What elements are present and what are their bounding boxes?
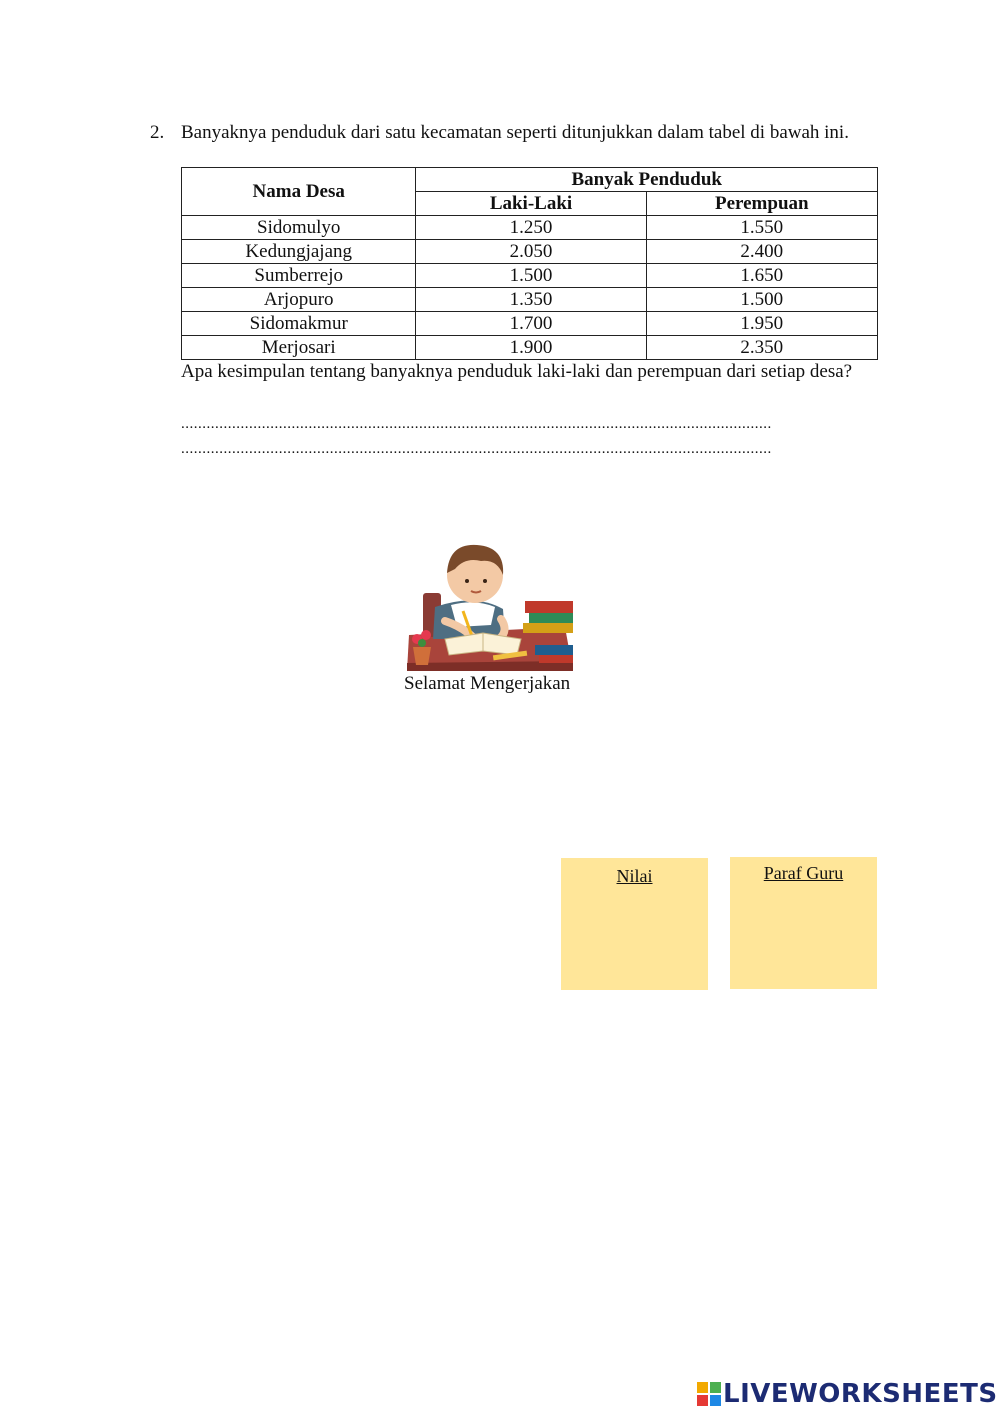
cell-perempuan: 2.400 (646, 240, 877, 264)
cell-desa: Kedungjajang (182, 240, 416, 264)
score-box[interactable] (561, 858, 708, 990)
cell-perempuan: 1.950 (646, 312, 877, 336)
cell-desa: Arjopuro (182, 288, 416, 312)
cell-laki: 1.500 (416, 264, 646, 288)
signature-label: Paraf Guru (763, 863, 844, 883)
answer-line[interactable]: ........................................................................................................................................... (181, 416, 772, 432)
cell-desa: Sumberrejo (182, 264, 416, 288)
table-row (182, 312, 878, 336)
population-table (181, 167, 878, 360)
header-perempuan: Perempuan (646, 192, 877, 216)
table-row (182, 336, 878, 360)
answer-line[interactable]: ........................................................................................................................................... (181, 441, 772, 457)
table-row (182, 216, 878, 240)
header-nama-desa: Nama Desa (182, 168, 416, 216)
cell-laki: 2.050 (416, 240, 646, 264)
teacher-signature-box[interactable] (730, 857, 877, 989)
student-studying-illustration (405, 535, 577, 673)
logo-text: LIVEWORKSHEETS (723, 1379, 998, 1409)
cell-perempuan: 1.500 (646, 288, 877, 312)
cell-laki: 1.900 (416, 336, 646, 360)
table-row (182, 264, 878, 288)
greeting-text: Selamat Mengerjakan (404, 673, 571, 694)
header-banyak-penduduk: Banyak Penduduk (416, 168, 878, 192)
conclusion-prompt: Apa kesimpulan tentang banyaknya penduduk laki-laki dan perempuan dari setiap desa? (181, 361, 853, 382)
cell-perempuan: 2.350 (646, 336, 877, 360)
cell-desa: Sidomakmur (182, 312, 416, 336)
cell-laki: 1.350 (416, 288, 646, 312)
header-laki-laki: Laki-Laki (416, 192, 646, 216)
cell-perempuan: 1.650 (646, 264, 877, 288)
logo-mark-icon (697, 1382, 721, 1406)
cell-desa: Sidomulyo (182, 216, 416, 240)
table-row (182, 240, 878, 264)
score-label: Nilai (616, 866, 653, 886)
cell-laki: 1.700 (416, 312, 646, 336)
question-text: Banyaknya penduduk dari satu kecamatan seperti ditunjukkan dalam tabel di bawah ini. (181, 122, 849, 143)
liveworksheets-logo (697, 1377, 998, 1411)
table-row (182, 288, 878, 312)
question-number: 2. (150, 122, 165, 143)
cell-desa: Merjosari (182, 336, 416, 360)
cell-perempuan: 1.550 (646, 216, 877, 240)
cell-laki: 1.250 (416, 216, 646, 240)
